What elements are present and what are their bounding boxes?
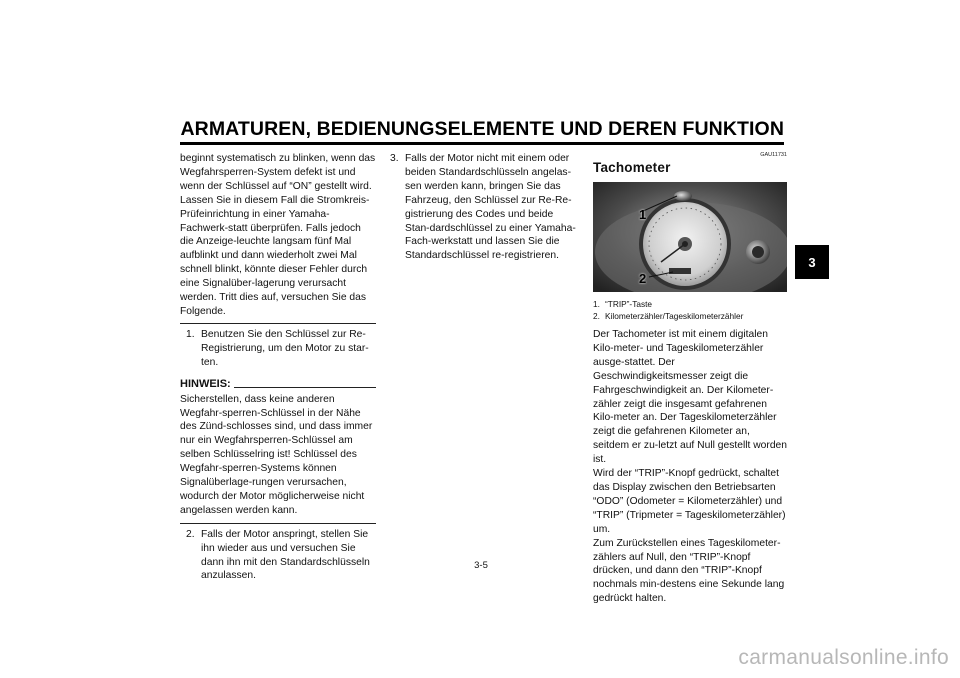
caption-item-1 bbox=[593, 298, 787, 310]
notice-header bbox=[180, 378, 376, 390]
step-3 bbox=[390, 152, 580, 263]
caption-2-number: 2. bbox=[593, 311, 600, 321]
section-title: Tachometer bbox=[593, 160, 671, 175]
watermark: carmanualsonline.info bbox=[738, 646, 949, 669]
notice-rule bbox=[234, 387, 376, 388]
step-rule-top bbox=[180, 323, 376, 324]
notice-rule-bottom bbox=[180, 523, 376, 524]
body-paragraph-1: Der Tachometer ist mit einem digitalen Kilo-meter- und Tageskilometerzähler ausge-stattet. Der Geschwindigkeitsmesser zeigt die Fahrgeschwindigkeit an. Der Kilometer-zähler zeigt die insgesamt gefahrenen Kilo-meter an. Der Tageskilometerzähler zeigt die gefahrenen Kilometer an, seitdem er zu-letzt auf Null gestellt worden ist. bbox=[593, 329, 788, 466]
caption-1-text: “TRIP”-Taste bbox=[605, 299, 653, 309]
caption-2-text: Kilometerzähler/Tageskilometerzähler bbox=[605, 311, 744, 321]
step-2-number: 2. bbox=[186, 528, 195, 540]
caption-item-2 bbox=[593, 310, 787, 322]
caption-1-number: 1. bbox=[593, 299, 600, 309]
tachometer-description bbox=[593, 328, 787, 606]
column-middle bbox=[390, 152, 580, 263]
notice-heading: HINWEIS: bbox=[180, 377, 231, 390]
step-1 bbox=[180, 328, 376, 370]
body-paragraph-3: Zum Zurückstellen eines Tageskilometer-zählers auf Null, den “TRIP”-Knopf drücken, und dann den “TRIP”-Knopf nochmals min-destens eine Sekunde lang gedrückt halten. bbox=[593, 537, 785, 605]
step-1-number: 1. bbox=[186, 328, 195, 340]
step-3-number: 3. bbox=[390, 153, 399, 164]
photo-caption bbox=[593, 298, 787, 322]
column-left bbox=[180, 152, 376, 583]
intro-paragraph: beginnt systematisch zu blinken, wenn das Wegfahrsperren-System defekt ist und wenn der Schlüssel auf “ON” gestellt wird. Lassen Sie in diesem Fall die Stromkreis-Prüfeinrichtung in einer Yamaha-Fachwerk-statt überprüfen. Falls jedoch die Anzeige-leuchte langsam fünf Mal aufblinkt und dann wiederholt zwei Mal schnell blinkt, könnte dieser Fehler durch eine Signalüber-lagerung verursacht werden. Tritt dies auf, versuchen Sie das Folgende. bbox=[180, 153, 376, 317]
step-1-text: Benutzen Sie den Schlüssel zur Re-Registrierung, um den Motor zu star-ten. bbox=[201, 328, 369, 368]
step-2 bbox=[180, 528, 376, 584]
header-rule bbox=[180, 142, 784, 145]
page-number: 3-5 bbox=[474, 560, 488, 571]
page-header-title: ARMATUREN, BEDIENUNGSELEMENTE UND DEREN FUNKTION bbox=[180, 118, 784, 140]
tachometer-photo bbox=[593, 182, 787, 292]
column-right bbox=[593, 152, 787, 606]
step-3-text: Falls der Motor nicht mit einem oder beiden Standardschlüsseln angelas-sen werden kann, bringen Sie das Fahrzeug, den Schlüssel zur Re-Re-gistrierung des Codes und beide Stan-dardschlüssel zu einer Yamaha-Fach-werkstatt und lassen Sie die Standardschlüssel re-registrieren. bbox=[405, 153, 576, 262]
photo-callout-1: 1 bbox=[639, 207, 647, 222]
body-paragraph-2: Wird der “TRIP”-Knopf gedrückt, schaltet das Display zwischen den Betriebsarten “ODO” (Odometer = Kilometerzähler) und “TRIP” (Tripmeter = Tageskilometerzähler) um. bbox=[593, 468, 786, 535]
chapter-tab: 3 bbox=[795, 245, 829, 279]
step-2-text: Falls der Motor anspringt, stellen Sie ihn wieder aus und versuchen Sie dann ihn mit den Standardschlüsseln anzulassen. bbox=[201, 528, 370, 582]
tachometer-illustration bbox=[593, 182, 787, 292]
reference-code: GAU11731 bbox=[760, 152, 787, 158]
notice-text: Sicherstellen, dass keine anderen Wegfahr-sperren-Schlüssel in der Nähe des Zünd-schlosses sind, und dass immer nur ein Wegfahrsperren-Schlüssel am selben Schlüsselring ist! Schlüssel des Wegfahr-sperren-Systems können Signalüberlage-rungen verursachen, wodurch der Motor möglicherweise nicht angelassen werden kann. bbox=[180, 393, 373, 516]
photo-callout-2: 2 bbox=[639, 271, 647, 286]
